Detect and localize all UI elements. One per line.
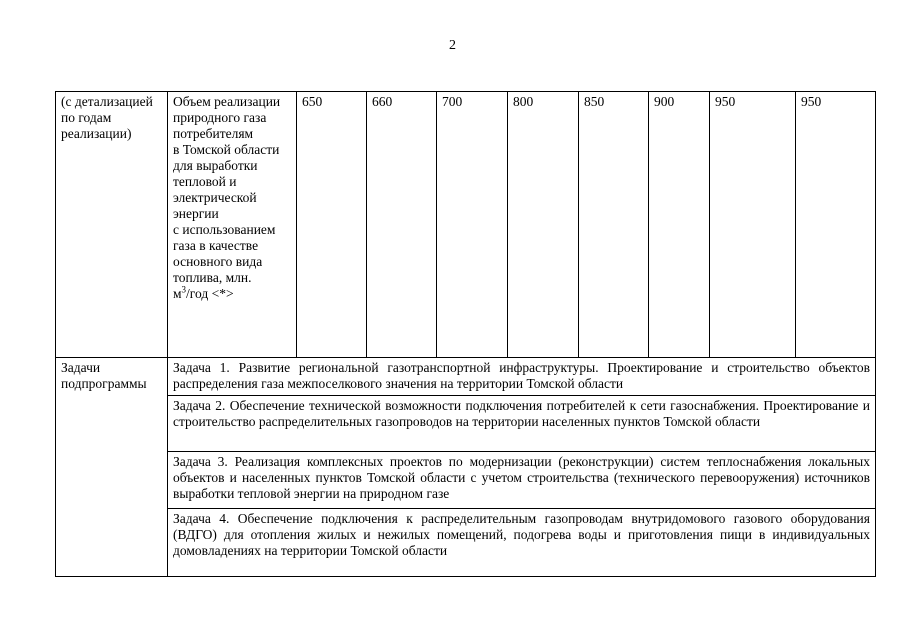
value-cell: 660 <box>367 92 437 358</box>
indicator-line: энергии <box>173 206 219 221</box>
tasks-label-line: Задачи <box>61 360 101 375</box>
task-row <box>56 358 876 396</box>
indicator-name-cell <box>168 92 297 358</box>
value-cell: 950 <box>710 92 796 358</box>
task-row <box>56 509 876 577</box>
indicator-line: Объем реализации <box>173 94 281 109</box>
task-row <box>56 452 876 509</box>
value-cell: 850 <box>579 92 649 358</box>
program-table <box>55 91 876 577</box>
category-cell <box>56 92 168 358</box>
indicator-line: в Томской области <box>173 142 280 157</box>
indicator-line: природного газа <box>173 110 267 125</box>
indicator-row <box>56 92 876 358</box>
indicator-unit <box>173 286 291 302</box>
tasks-label-cell <box>56 358 168 577</box>
unit-superscript: 3 <box>181 284 187 295</box>
indicator-line: с использованием <box>173 222 276 237</box>
category-line: (с детализацией <box>61 94 153 109</box>
value-cell: 900 <box>649 92 710 358</box>
indicator-line: для выработки <box>173 158 258 173</box>
indicator-line: электрической <box>173 190 257 205</box>
unit-prefix: м <box>173 286 182 301</box>
page-number: 2 <box>449 38 456 53</box>
unit-suffix: /год <*> <box>186 286 234 301</box>
value-cell: 950 <box>796 92 876 358</box>
value-cell: 650 <box>297 92 367 358</box>
value-cell: 800 <box>508 92 579 358</box>
indicator-line: потребителям <box>173 126 254 141</box>
task-4-cell: Задача 4. Обеспечение подключения к распределительным газопроводам внутридомового газового оборудования (ВДГО) для отопления жилых и нежилых помещений, подогрева воды и приготовления пищи в индивидуальных домовладениях на территории Томской области <box>168 509 876 577</box>
value-cell: 700 <box>437 92 508 358</box>
task-2-cell: Задача 2. Обеспечение технической возможности подключения потребителей к сети газоснабжения. Проектирование и строительство распределительных газопроводов на территории населенных пунктов Томской области <box>168 396 876 452</box>
tasks-label-line: подпрограммы <box>61 376 147 391</box>
category-line: по годам <box>61 110 112 125</box>
indicator-line: газа в качестве <box>173 238 259 253</box>
category-line: реализации) <box>61 126 132 141</box>
task-1-cell: Задача 1. Развитие региональной газотранспортной инфраструктуры. Проектирование и строительство объектов распределения газа межпоселкового значения на территории Томской области <box>168 358 876 396</box>
indicator-line: тепловой и <box>173 174 237 189</box>
indicator-line: топлива, млн. <box>173 270 252 285</box>
task-row <box>56 396 876 452</box>
task-3-cell: Задача 3. Реализация комплексных проектов по модернизации (реконструкции) систем теплоснабжения локальных объектов и населенных пунктов Томской области с учетом строительства (технического перевооружения) источников выработки тепловой энергии на природном газе <box>168 452 876 509</box>
indicator-line: основного вида <box>173 254 263 269</box>
